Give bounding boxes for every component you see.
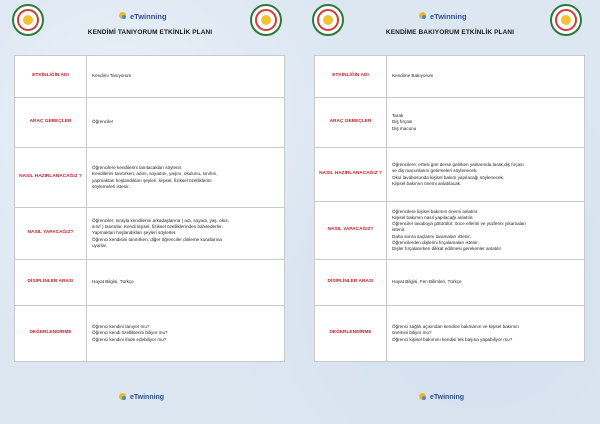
row-label: DEĞERLENDİRME xyxy=(15,306,87,362)
row-content xyxy=(87,98,285,148)
table-row xyxy=(315,260,585,306)
row-label: ARAÇ GEREÇLER xyxy=(15,98,87,148)
content-line: önemini biliyor mu? xyxy=(392,330,432,336)
content-line: söylemeleri istenir. xyxy=(92,183,130,189)
plan-title: KENDİME BAKIYORUM ETKİNLİK PLANI xyxy=(385,29,515,36)
table-row xyxy=(315,98,585,148)
plan-table xyxy=(14,55,285,362)
etwinning-logo xyxy=(418,9,467,23)
row-content xyxy=(387,202,585,260)
row-label: NASIL HAZIRLANACAĞIZ ? xyxy=(15,148,87,208)
brand-text: eTwinning xyxy=(430,393,465,401)
plan-title: KENDİMİ TANIYORUM ETKİNLİK PLANI xyxy=(87,29,213,36)
content-line: uyarlar. xyxy=(92,242,108,248)
etwinning-star-icon xyxy=(118,11,128,21)
row-content xyxy=(387,56,585,98)
table-row xyxy=(315,306,585,362)
content-line: Öğrenci kişisel bakımını kendisi tek başına yapabiliyor mu? xyxy=(392,336,513,342)
table-row xyxy=(15,98,285,148)
brand-text: eTwinning xyxy=(430,11,467,21)
content-line: sınıf ) tanıtırlar. Kendi kişisel, fiziksel özelliklerinden bahsederler. xyxy=(92,224,223,230)
etwinning-star-icon xyxy=(418,392,428,402)
content-line: Tarak xyxy=(392,113,404,119)
row-label: NASIL YAPACAĞIZ? xyxy=(315,202,387,260)
row-content xyxy=(87,56,285,98)
content-line: Daha sonra saçlarını taramaları istenir. xyxy=(392,233,471,239)
content-line: yapmaktan hoşlandıkları şeyleri, kişisel, fiziksel özelliklerini xyxy=(92,177,212,183)
row-label: NASIL HAZIRLANACAĞIZ ? xyxy=(315,148,387,202)
row-label: DİSİPLİNLER ARASI xyxy=(15,260,87,306)
brand-text: eTwinning xyxy=(130,11,167,21)
content-line: Öğrenciler; sırayla kendilerini arkadaşlarına ( adı, soyadı, yaş, okul, xyxy=(92,217,229,223)
content-line: Öğrenci sağlık açısından kendine bakmanın ve kişisel bakımın xyxy=(392,324,519,330)
row-content xyxy=(387,260,585,306)
etwinning-footer-logo xyxy=(118,390,164,404)
content-line: Öğrencilere kendilerini tanıtacakları söylenir. xyxy=(92,165,183,171)
table-row xyxy=(15,208,285,260)
plan-table xyxy=(314,55,585,362)
content-line: Öğrenciler lavaboya götürülür; önce ellerini ve yüzlerini yıkamaları xyxy=(392,221,527,227)
row-label: ARAÇ GEREÇLER xyxy=(315,98,387,148)
content-line: Hayat Bilgisi, Fen Bilimleri, Türkçe xyxy=(392,279,462,285)
content-line: Kişisel bakımın önemi anlatılacak. xyxy=(392,180,462,186)
content-line: Diş macunu xyxy=(392,125,417,131)
table-row xyxy=(315,148,585,202)
content-line: Hayat Bilgisi, Türkçe xyxy=(92,279,134,285)
content-line: Öğrencilerden dişlerini fırçalamaları istenir. xyxy=(392,239,479,245)
content-line: ve diş macunlarını getirmeleri söylenecek. xyxy=(392,168,478,174)
table-row xyxy=(15,56,285,98)
row-label: NASIL YAPACAĞIZ? xyxy=(15,208,87,260)
content-line: Öğrenciler xyxy=(92,119,114,125)
content-line: Öğrenci kendini tanıyor mu? xyxy=(92,324,150,330)
table-row xyxy=(15,148,285,208)
content-line: Kişisel bakımın nasıl yapılacağı anlatılır. xyxy=(392,214,474,220)
content-line: Yapmaktan hoşlandıkları şeyleri söylerler. xyxy=(92,230,177,236)
content-line: Öğrencilere kişisel bakımın önemi anlatılır. xyxy=(392,208,479,214)
right-page xyxy=(300,0,600,424)
content-line: Kendime Bakıyorum xyxy=(392,73,434,79)
etwinning-star-icon xyxy=(118,392,128,402)
row-content xyxy=(87,148,285,208)
etwinning-logo xyxy=(118,9,167,23)
content-line: Dişler fırçalanırken dikkat edilmesi gerekenler anlatılır. xyxy=(392,246,503,251)
etwinning-footer-logo xyxy=(418,390,464,404)
row-label: DEĞERLENDİRME xyxy=(315,306,387,362)
row-content xyxy=(87,260,285,306)
etwinning-star-icon xyxy=(418,11,428,21)
row-label: ETKİNLİĞİN ADI xyxy=(315,56,387,98)
table-row xyxy=(315,202,585,260)
row-content xyxy=(387,306,585,362)
content-line: Öğrencilere; ertesi gün derse gelirken yanlarında,tarak,diş fırçası xyxy=(392,162,524,168)
content-line: Öğrenci kendi özelliklerini biliyor mu? xyxy=(92,330,168,336)
table-row xyxy=(315,56,585,98)
row-label: DİSİPLİNLER ARASI xyxy=(315,260,387,306)
row-content xyxy=(87,208,285,260)
content-line: Öğrenci kendini ifade edebiliyor mu? xyxy=(92,336,167,342)
content-line: istenir. xyxy=(392,227,406,233)
table-row xyxy=(15,306,285,362)
row-content xyxy=(387,148,585,202)
table-row xyxy=(15,260,285,306)
brand-text: eTwinning xyxy=(130,393,165,401)
content-line: Kendilerini tanıtırken; adını, soyadını, yaşını, okulunu, sınıfını, xyxy=(92,171,218,177)
content-line: Diş fırçası xyxy=(392,119,413,125)
row-content xyxy=(387,98,585,148)
row-label: ETKİNLİĞİN ADI xyxy=(15,56,87,98)
content-line: Kendimi Tanıyorum xyxy=(92,73,132,79)
row-content xyxy=(87,306,285,362)
content-line: Öğrenci kendisini tanıtırken; diğer öğrenciler dinleme kurallarına xyxy=(92,236,222,242)
content-line: Okul lavabosunda kişisel bakım yapılacağı söylenecek. xyxy=(392,174,505,180)
